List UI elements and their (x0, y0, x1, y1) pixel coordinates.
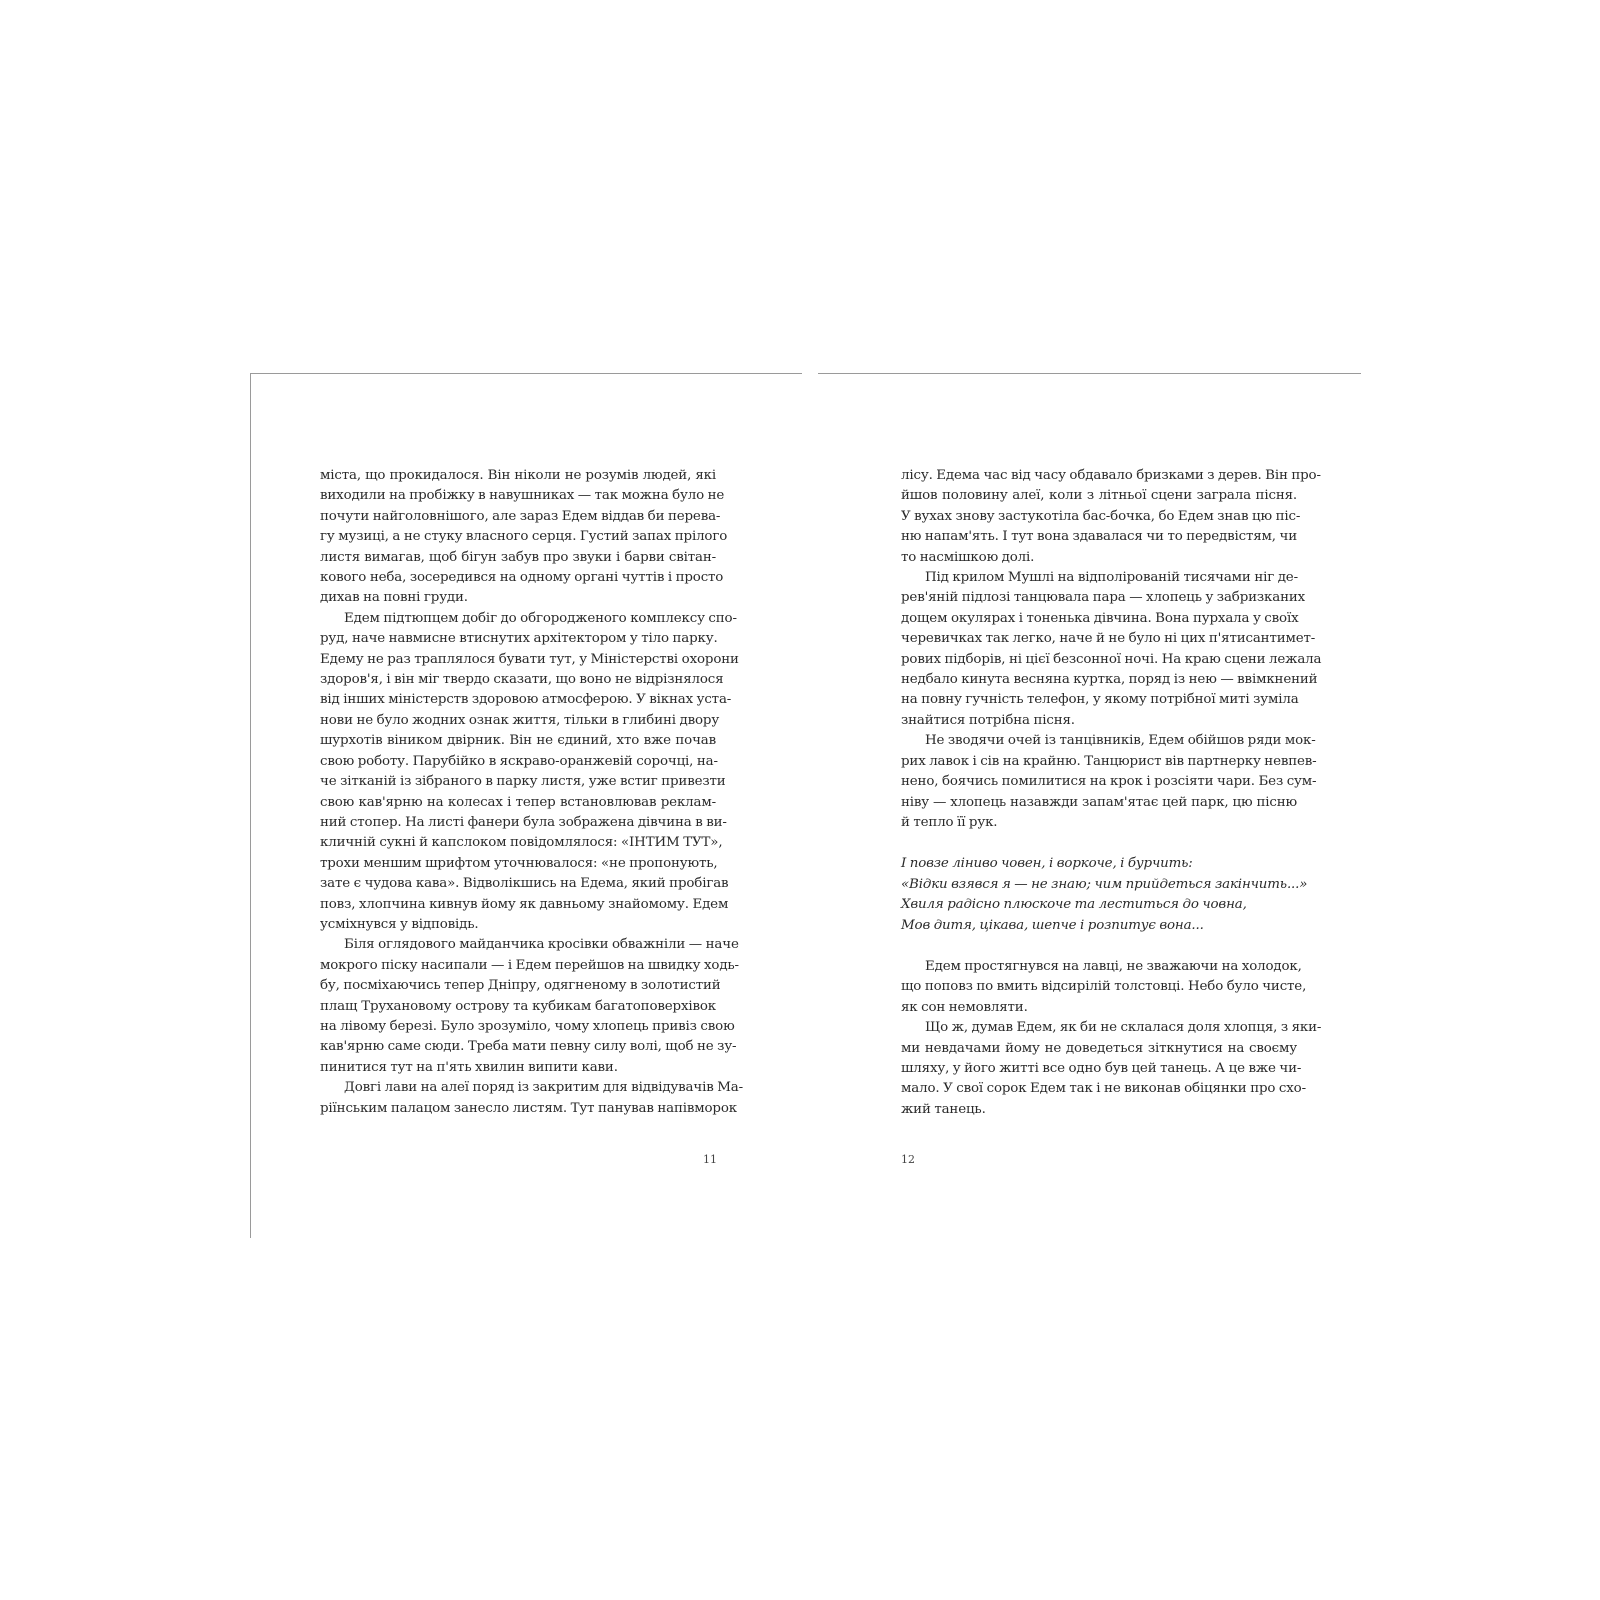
text-line: рих лавок і сів на крайню. Танцюрист вів партнерку невпев- (901, 753, 1317, 769)
text-line: на лівому березі. Було зрозуміло, чому хлопець привіз свою (320, 1018, 735, 1034)
paragraph (320, 935, 739, 1078)
text-line: знайтися потрібна пісня. (901, 712, 1075, 728)
text-line: виходили на пробіжку в навушниках — так можна було не (320, 488, 725, 504)
text-line: черевичках так легко, наче й не було ні цих п'ятисантимет- (901, 631, 1316, 647)
text-line: нено, боячись помилитися на крок і розсіяти чари. Без сум- (901, 774, 1317, 790)
right-page-text (901, 466, 1322, 1120)
page-number-left: 11 (703, 1153, 717, 1166)
paragraph (320, 609, 739, 936)
text-line: шурхотів віником двірник. Він не єдиний, хто вже почав (320, 733, 716, 749)
text-line: бу, посміхаючись тепер Дніпру, одягненому в золотистий (320, 978, 721, 994)
text-line: здоров'я, і він міг твердо сказати, що воно не відрізнялося (320, 672, 724, 688)
page-top-rule-right (818, 373, 1361, 374)
text-line: ний стопер. На листі фанери була зображена дівчина в ви- (320, 814, 727, 830)
text-line: У вухах знову застукотіла бас-бочка, бо Едем знав цю піс- (901, 508, 1301, 524)
poem-line: І повзе ліниво човен, і воркоче, і бурчить: (901, 856, 1193, 872)
text-line: Не зводячи очей із танцівників, Едем обійшов ряди мок- (925, 733, 1316, 749)
text-line: Довгі лави на алеї поряд із закритим для відвідувачів Ма- (344, 1080, 743, 1096)
text-line: Біля оглядового майданчика кросівки обважніли — наче (344, 937, 739, 953)
text-line: зате є чудова кава». Відволікшись на Едема, який пробігав (320, 876, 729, 892)
text-line: свою кав'ярню на колесах і тепер встановлював реклам- (320, 794, 716, 810)
text-line: ню напам'ять. І тут вона здавалася чи то передвістям, чи (901, 529, 1297, 545)
page-top-rule-left (250, 373, 802, 374)
text-line: недбало кинута весняна куртка, поряд із нею — ввімкнений (901, 672, 1318, 688)
text-line: йшов половину алеї, коли з літньої сцени заграла пісня. (901, 488, 1297, 504)
paragraph (901, 731, 1317, 833)
right-page-paragraphs-before-poem (901, 466, 1322, 833)
text-line: ніву — хлопець назавжди запам'ятає цей парк, цю пісню (901, 794, 1297, 810)
poem-line: Хвиля радісно плюскоче та леститься до човна, (901, 897, 1247, 913)
text-line: як сон немовляти. (901, 999, 1028, 1015)
left-page-text (320, 466, 743, 1119)
text-line: нови не було жодних ознак життя, тільки в глибині двору (320, 712, 720, 728)
poem-line: «Відки взявся я — не знаю; чим прийдеться закінчить...» (901, 876, 1308, 892)
text-line: дощем окулярах і тоненька дівчина. Вона пурхала у своїх (901, 610, 1299, 626)
text-line: жий танець. (901, 1101, 986, 1117)
text-line: Під крилом Мушлі на відполірованій тисячами ніг де- (925, 570, 1298, 586)
text-line: свою роботу. Парубійко в яскраво-оранжевій сорочці, на- (320, 753, 718, 769)
paragraph (901, 1018, 1322, 1120)
text-line: шляху, у його житті все одно був цей танець. А це вже чи- (901, 1060, 1302, 1076)
text-line: усміхнувся у відповідь. (320, 916, 479, 932)
text-line: мало. У свої сорок Едем так і не виконав обіцянки про схо- (901, 1081, 1306, 1097)
page-number-right: 12 (901, 1153, 915, 1166)
text-line: че зітканій із зібраного в парку листя, уже встиг привезти (320, 774, 726, 790)
text-line: кав'ярню саме сюди. Треба мати певну силу волі, щоб не зу- (320, 1039, 737, 1055)
text-line: й тепло її рук. (901, 814, 998, 830)
text-line: почути найголовнішого, але зараз Едем віддав би перева- (320, 508, 721, 524)
text-line: Едем підтюпцем добіг до обгородженого комплексу спо- (344, 610, 737, 626)
paragraph (320, 1078, 743, 1119)
text-line: то насмішкою долі. (901, 549, 1035, 565)
text-line: кличній сукні й капслоком повідомлялося: «ІНТИМ ТУТ», (320, 835, 723, 851)
text-line: рових підборів, ні цієї безсонної ночі. На краю сцени лежала (901, 651, 1322, 667)
text-line: гу музиці, а не стуку власного серця. Густий запах прілого (320, 529, 728, 545)
text-line: повз, хлопчина кивнув йому як давньому знайомому. Едем (320, 896, 729, 912)
paragraph (901, 466, 1321, 568)
text-line: листя вимагав, щоб бігун забув про звуки і барви світан- (320, 549, 716, 565)
text-line: Едем простягнувся на лавці, не зважаючи на холодок, (925, 958, 1302, 974)
text-line: рев'яній підлозі танцювала пара — хлопець у забризканих (901, 590, 1306, 606)
page-left-edge-rule (250, 373, 251, 1238)
text-line: пинитися тут на п'ять хвилин випити кави. (320, 1059, 618, 1075)
text-line: Едему не раз траплялося бувати тут, у Міністерстві охорони (320, 651, 739, 667)
text-line: плащ Трухановому острову та кубикам багатоповерхівок (320, 998, 716, 1014)
text-line: ми невдачами йому не доведеться зіткнутися на своєму (901, 1040, 1297, 1056)
poem-quote (901, 854, 1308, 936)
poem-line: Мов дитя, цікава, шепче і розпитує вона... (901, 917, 1204, 933)
text-line: що поповз по вмить відсирілій толстовці. Небо було чисте, (901, 979, 1307, 995)
text-line: дихав на повні груди. (320, 590, 468, 606)
paragraph (320, 466, 728, 609)
text-line: мокрого піску насипали — і Едем перейшов на швидку ходь- (320, 957, 739, 973)
text-line: кового неба, зосередився на одному органі чуттів і просто (320, 570, 724, 586)
text-line: міста, що прокидалося. Він ніколи не розумів людей, які (320, 468, 716, 483)
text-line: трохи меншим шрифтом уточнювалося: «не пропонують, (320, 855, 718, 871)
text-line: Що ж, думав Едем, як би не склалася доля хлопця, з яки- (925, 1020, 1322, 1036)
right-page-paragraphs-after-poem (901, 957, 1322, 1120)
paragraph (901, 957, 1307, 1018)
text-line: лісу. Едема час від часу обдавало бризками з дерев. Він про- (901, 468, 1321, 483)
text-line: ріїнським палацом занесло листям. Тут панував напівморок (320, 1100, 737, 1116)
text-line: руд, наче навмисне втиснутих архітектором у тіло парку. (320, 631, 718, 647)
paragraph (901, 568, 1322, 731)
text-line: від інших міністерств здоровою атмосферою. У вікнах уста- (320, 692, 732, 708)
text-line: на повну гучність телефон, у якому потрібної миті зуміла (901, 692, 1299, 708)
